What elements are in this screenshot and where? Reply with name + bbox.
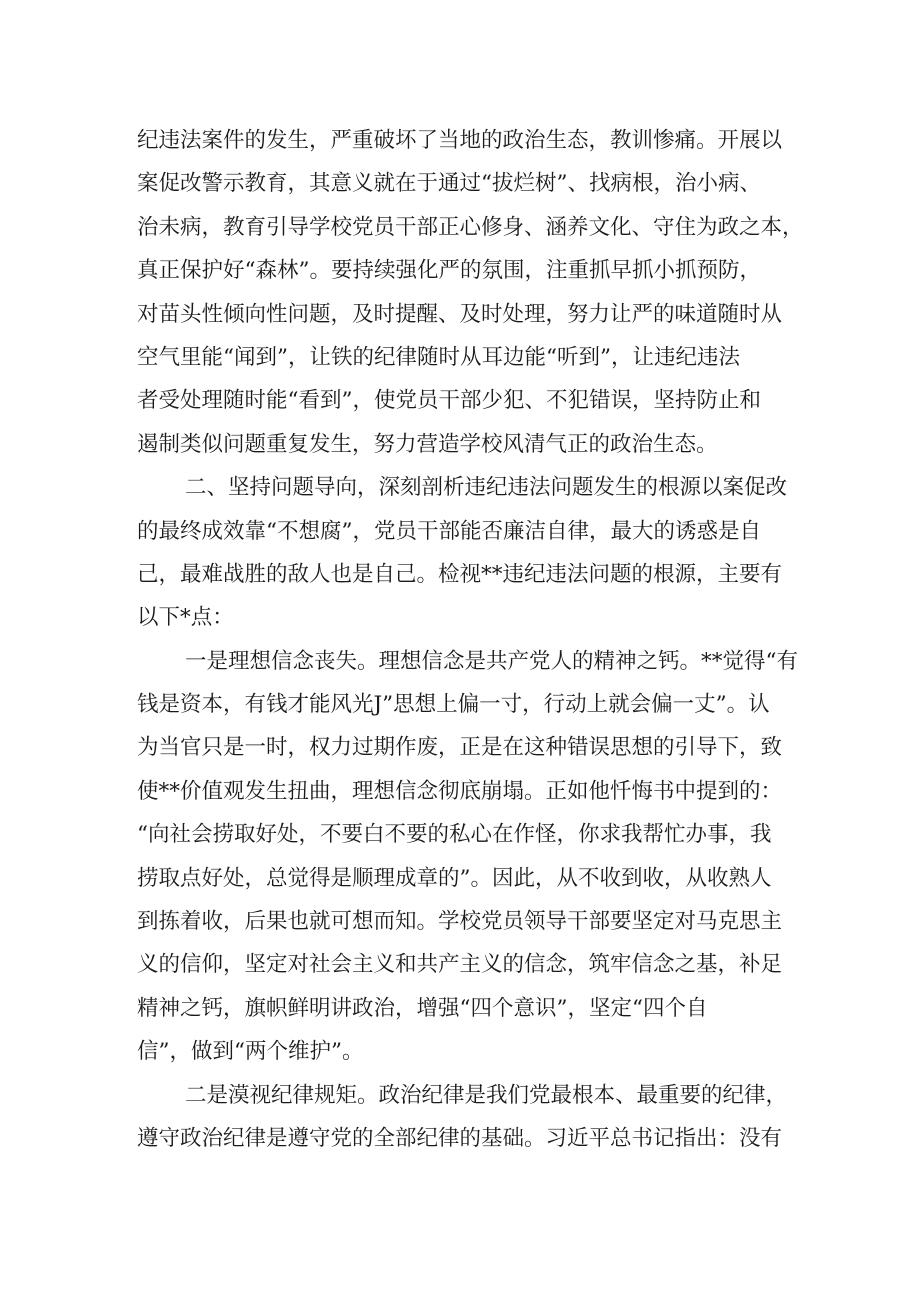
text-line: 义的信仰，坚定对社会主义和共产主义的信念，筑牢信念之基，补足 — [137, 952, 783, 978]
text-line: 信”，做到“两个维护”。 — [137, 1039, 364, 1065]
text-line: “向社会捞取好处，不要白不要的私心在作怪，你求我帮忙办事，我 — [137, 822, 772, 848]
body-text — [137, 119, 804, 1160]
text-line: 对苗头性倾向性问题，及时提醒、及时处理，努力让严的味道随时从 — [137, 301, 783, 327]
text-line: 的最终成效靠“不想腐”，党员干部能否廉洁自律，最大的诱惑是自 — [137, 518, 761, 544]
text-line: 精神之钙，旗帜鲜明讲政治，增强“四个意识”，坚定“四个自 — [137, 995, 708, 1021]
text-line: 到拣着收，后果也就可想而知。学校党员领导干部要坚定对马克思主 — [137, 909, 783, 935]
text-line: 以下*点： — [137, 605, 234, 631]
section-heading: 二、坚持问题导向，深刻剖析违纪违法问题发生的根源以案促改 — [185, 475, 788, 501]
paragraph-start: 二是漠视纪律规矩。政治纪律是我们党最根本、最重要的纪律， — [185, 1082, 788, 1108]
text-line: 者受处理随时能“看到”，使党员干部少犯、不犯错误，坚持防止和 — [137, 388, 761, 414]
text-line: 真正保护好“森林”。要持续强化严的氛围，注重抓早抓小抓预防， — [137, 258, 761, 284]
text-line: 钱是资本，有钱才能风光J”思想上偏一寸，行动上就会偏一丈”。认 — [137, 692, 770, 718]
text-line: 遵守政治纪律是遵守党的全部纪律的基础。习近平总书记指出：没有 — [137, 1125, 783, 1151]
text-line: 空气里能“闻到”，让铁的纪律随时从耳边能“听到”，让违纪违法 — [137, 344, 740, 370]
text-line: 己，最难战胜的敌人也是自己。检视**违纪违法问题的根源，主要有 — [137, 561, 783, 587]
text-line: 治未病，教育引导学校党员干部正心修身、涵养文化、守住为政之本， — [137, 214, 804, 240]
text-line: 遏制类似问题重复发生，努力营造学校风清气正的政治生态。 — [137, 431, 718, 457]
paragraph-start: 一是理想信念丧失。理想信念是共产党人的精神之钙。**觉得“有 — [185, 648, 798, 674]
text-line: 使**价值观发生扭曲，理想信念彻底崩塌。正如他忏悔书中提到的： — [137, 778, 783, 804]
text-line: 捞取点好处，总觉得是顺理成章的”。因此，从不收到收，从收熟人 — [137, 865, 772, 891]
text-line: 为当官只是一时，权力过期作废，正是在这种错误思想的引导下，致 — [137, 735, 783, 761]
text-line: 纪违法案件的发生，严重破坏了当地的政治生态，教训惨痛。开展以 — [137, 128, 783, 153]
text-line: 案促改警示教育，其意义就在于通过“拔烂树”、找病根，治小病、 — [137, 171, 761, 197]
